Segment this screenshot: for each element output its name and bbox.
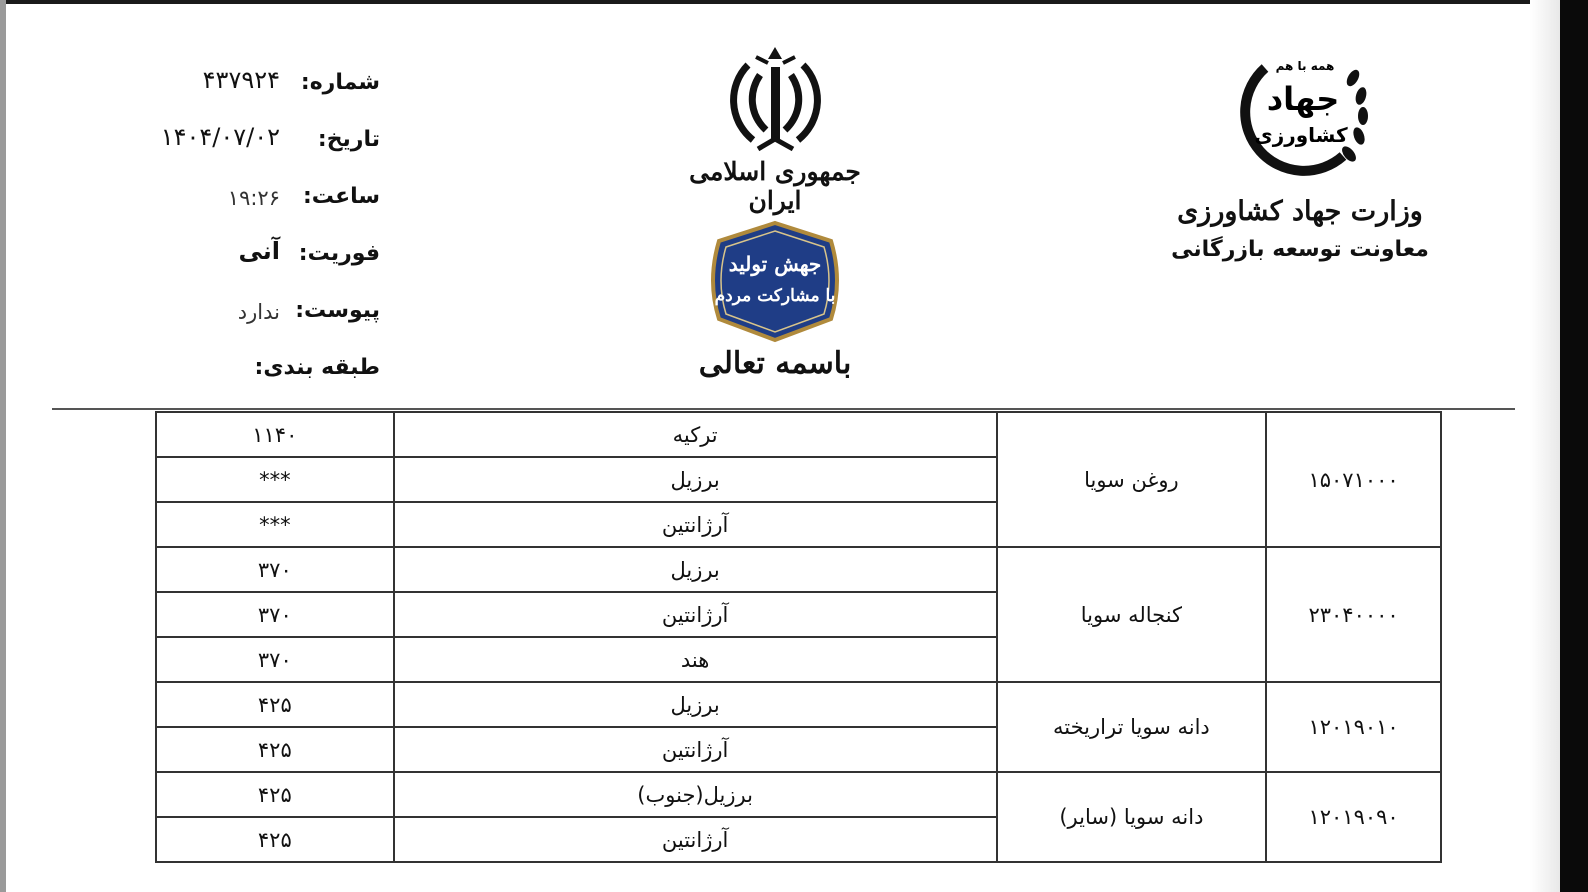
- product-name-cell: کنجاله سویا: [997, 547, 1267, 682]
- deputy-name: معاونت توسعه بازرگانی: [1171, 237, 1429, 262]
- meta-urgency: [120, 231, 390, 288]
- date-value: ۱۴۰۴/۰۷/۰۲: [160, 123, 280, 151]
- ministry-header: [1160, 38, 1440, 262]
- header-divider: [52, 408, 1515, 410]
- table-row: [156, 412, 1441, 457]
- table-row: [156, 547, 1441, 592]
- product-name-cell: دانه سویا (سایر): [997, 772, 1267, 862]
- attachment-label: پیوست:: [295, 298, 380, 323]
- price-cell: ***: [156, 457, 394, 502]
- price-cell: ۳۷۰: [156, 592, 394, 637]
- iran-emblem-icon: [718, 45, 833, 155]
- origin-cell: برزیل: [394, 457, 997, 502]
- price-cell: ۴۲۵: [156, 817, 394, 862]
- origin-cell: آرژانتین: [394, 727, 997, 772]
- country-name: جمهوری اسلامی ایران: [689, 157, 861, 215]
- origin-cell: آرژانتین: [394, 592, 997, 637]
- origin-cell: آرژانتین: [394, 502, 997, 547]
- ministry-name: وزارت جهاد کشاورزی: [1177, 196, 1423, 227]
- product-name-cell: روغن سویا: [997, 412, 1267, 547]
- urgency-label: فوریت:: [298, 241, 380, 266]
- goods-price-table: [155, 411, 1442, 863]
- bismillah: باسمه تعالی: [698, 346, 852, 381]
- letter-meta: [120, 60, 390, 402]
- attachment-value: ندارد: [237, 300, 280, 324]
- logo-text-main: جهاد: [1266, 80, 1340, 118]
- price-cell: ***: [156, 502, 394, 547]
- origin-cell: برزیل(جنوب): [394, 772, 997, 817]
- number-label: شماره:: [300, 70, 380, 95]
- hs-code-cell: ۱۲۰۱۹۰۹۰: [1266, 772, 1441, 862]
- hs-code-cell: ۱۲۰۱۹۰۱۰: [1266, 682, 1441, 772]
- slogan-line-1: جهش تولید: [728, 252, 822, 276]
- time-value: ۱۹:۲۶: [227, 186, 280, 210]
- number-value: ۴۳۷۹۲۴: [202, 66, 280, 94]
- price-cell: ۳۷۰: [156, 637, 394, 682]
- meta-number: [120, 60, 390, 117]
- jahad-keshavarzi-logo: [1225, 38, 1375, 188]
- meta-time: [120, 174, 390, 231]
- logo-text-top: همه با هم: [1275, 59, 1335, 73]
- left-border: [0, 0, 6, 892]
- price-cell: ۴۲۵: [156, 682, 394, 727]
- price-cell: ۳۷۰: [156, 547, 394, 592]
- origin-cell: آرژانتین: [394, 817, 997, 862]
- date-label: تاریخ:: [317, 127, 380, 152]
- meta-date: [120, 117, 390, 174]
- table-row: [156, 772, 1441, 817]
- urgency-value: آنی: [238, 237, 280, 265]
- slogan-badge: [705, 219, 845, 344]
- price-cell: ۴۲۵: [156, 772, 394, 817]
- product-name-cell: دانه سویا تراریخته: [997, 682, 1267, 772]
- price-cell: ۴۲۵: [156, 727, 394, 772]
- logo-text-sub: کشاورزی: [1254, 123, 1348, 147]
- price-cell: ۱۱۴۰: [156, 412, 394, 457]
- time-label: ساعت:: [302, 184, 380, 209]
- origin-cell: برزیل: [394, 682, 997, 727]
- national-emblem-block: [680, 45, 870, 381]
- classification-label: طبقه بندی:: [254, 355, 380, 380]
- right-shadow: [1530, 0, 1560, 892]
- table-row: [156, 682, 1441, 727]
- hs-code-cell: ۱۵۰۷۱۰۰۰: [1266, 412, 1441, 547]
- meta-attachment: [120, 288, 390, 345]
- origin-cell: ترکیه: [394, 412, 997, 457]
- right-border: [1560, 0, 1588, 892]
- top-border: [0, 0, 1588, 4]
- origin-cell: برزیل: [394, 547, 997, 592]
- meta-classification: [120, 345, 390, 402]
- slogan-line-2: با مشارکت مردم: [714, 286, 836, 306]
- hs-code-cell: ۲۳۰۴۰۰۰۰: [1266, 547, 1441, 682]
- origin-cell: هند: [394, 637, 997, 682]
